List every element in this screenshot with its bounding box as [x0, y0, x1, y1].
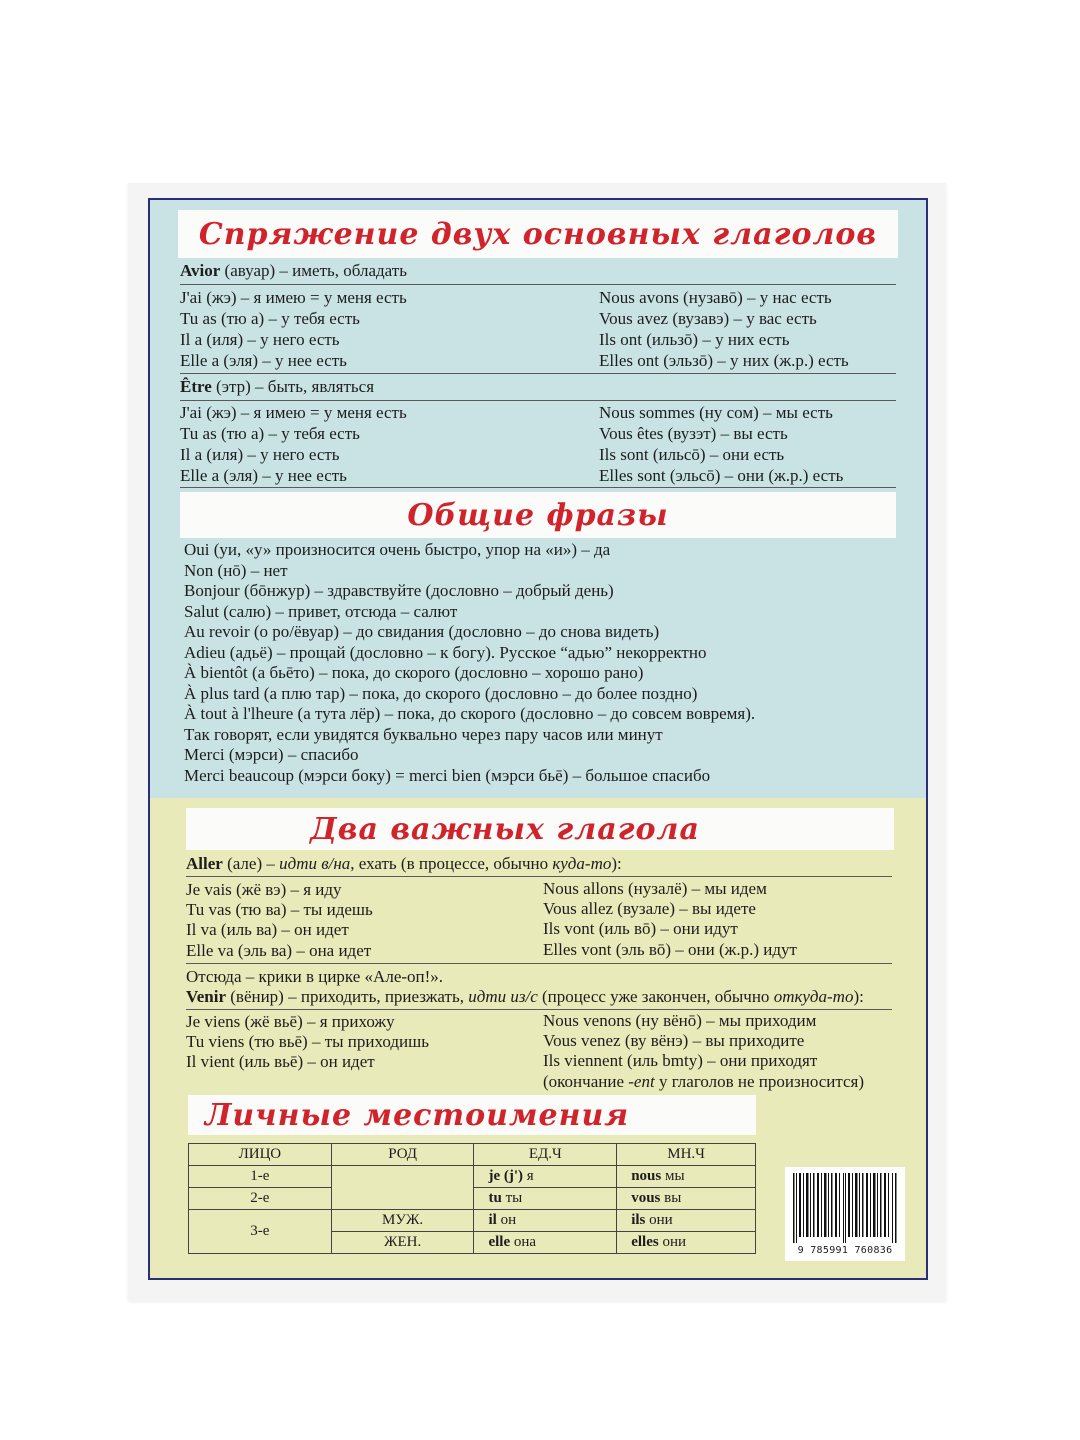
- barcode-digits: 9 785991 760836: [797, 1245, 893, 1256]
- venir-ending-note: (окончание -ent у глаголов не произносится): [543, 1072, 865, 1091]
- etre-right-4: Elles sont (эльсō) – они (ж.р.) есть: [599, 466, 844, 485]
- venir-rule: [186, 1009, 892, 1010]
- phrase-9: À tout à l'lheure (а тута лёр) – пока, до скорого (дословно – до совсем вовремя).: [184, 704, 756, 723]
- header-gender: РОД: [331, 1144, 474, 1166]
- phrase-10: Так говорят, если увидятся буквально через пару часов или минут: [184, 725, 663, 744]
- section2-banner: [180, 492, 896, 538]
- etre-left-1: J'ai (жэ) – я имею = у меня есть: [180, 403, 407, 422]
- phrase-8: À plus tard (а плю тар) – пока, до скорого (дословно – до более поздно): [184, 684, 698, 703]
- person-cell: 3-е: [189, 1210, 332, 1254]
- aller-right-2: Vous allez (вузале) – вы идете: [543, 899, 756, 918]
- gender-cell-empty: [331, 1166, 474, 1210]
- etre-right-3: Ils sont (ильсō) – они есть: [599, 445, 785, 464]
- plural-cell: ils они: [617, 1210, 756, 1232]
- aller-bottom-rule: [186, 963, 892, 964]
- etre-left-3: Il a (иля) – у него есть: [180, 445, 340, 464]
- singular-cell: je (j') я: [474, 1166, 617, 1188]
- singular-cell: il он: [474, 1210, 617, 1232]
- avoir-bottom-rule: [180, 373, 896, 374]
- avoir-right-4: Elles ont (эльзō) – у них (ж.р.) есть: [599, 351, 849, 370]
- phrase-7: À bientôt (а бьēто) – пока, до скорого (дословно – хорошо рано): [184, 663, 644, 682]
- phrase-12: Merci beaucoup (мэрси боку) = merci bien (мэрси бьē) – большое спасибо: [184, 766, 711, 785]
- avoir-left-3: Il a (иля) – у него есть: [180, 330, 340, 349]
- aller-right-3: Ils vont (иль вō) – они идут: [543, 919, 738, 938]
- barcode-bars-icon: [791, 1173, 899, 1243]
- etre-left-2: Tu as (тю а) – у тебя есть: [180, 424, 360, 443]
- singular-cell: tu ты: [474, 1188, 617, 1210]
- avoir-left-1: J'ai (жэ) – я имею = у меня есть: [180, 288, 407, 307]
- phrase-2: Non (нō) – нет: [184, 561, 288, 580]
- singular-cell: elle она: [474, 1232, 617, 1254]
- venir-right-2: Vous venez (ву вёнэ) – вы приходите: [543, 1031, 805, 1050]
- table-header-row: [189, 1144, 756, 1166]
- person-cell: 2-е: [189, 1188, 332, 1210]
- phrase-3: Bonjour (бōнжур) – здравствуйте (дословно – добрый день): [184, 581, 614, 600]
- aller-note: Отсюда – крики в цирке «Але-оп!».: [186, 967, 444, 986]
- etre-bottom-rule: [180, 487, 896, 488]
- etre-right-1: Nous sommes (ну сом) – мы есть: [599, 403, 833, 422]
- etre-rule: [180, 400, 896, 401]
- venir-right-1: Nous venons (ну вёнō) – мы приходим: [543, 1011, 817, 1030]
- venir-right-3: Ils viennent (иль bmty) – они приходят: [543, 1051, 818, 1070]
- avoir-right-2: Vous avez (вузавэ) – у вас есть: [599, 309, 817, 328]
- gender-cell: ЖЕН.: [331, 1232, 474, 1254]
- aller-left-4: Elle va (эль ва) – она идет: [186, 941, 372, 960]
- section4-title: Личные местоимения: [204, 1097, 630, 1133]
- phrase-6: Adieu (адьё) – прощай (дословно – к богу). Русское “адью” некорректно: [184, 643, 707, 662]
- etre-right-2: Vous êtes (вузэт) – вы есть: [599, 424, 788, 443]
- aller-right-1: Nous allons (нузалё) – мы идем: [543, 879, 767, 898]
- person-cell: 1-е: [189, 1166, 332, 1188]
- aller-heading: Aller (але) – идти в/на, ехать (в процессе, обычно куда-то):: [186, 854, 622, 873]
- avoir-right-3: Ils ont (ильзō) – у них есть: [599, 330, 790, 349]
- phrase-11: Merci (мэрси) – спасибо: [184, 745, 359, 764]
- avoir-rule: [180, 284, 896, 285]
- avoir-left-4: Elle a (эля) – у нее есть: [180, 351, 347, 370]
- table-row: [189, 1210, 756, 1232]
- gender-cell: МУЖ.: [331, 1210, 474, 1232]
- section4-banner: [188, 1095, 756, 1135]
- section2-title: Общие фразы: [407, 497, 669, 533]
- venir-heading: Venir (вёнир) – приходить, приезжать, идти из/с (процесс уже закончен, обычно откуда-то):: [186, 987, 864, 1006]
- section1-title: Спряжение двух основных глаголов: [198, 216, 878, 252]
- etre-heading: Être (этр) – быть, являться: [180, 377, 375, 396]
- phrase-1: Oui (уи, «у» произносится очень быстро, упор на «и») – да: [184, 540, 611, 559]
- plural-cell: vous вы: [617, 1188, 756, 1210]
- pronouns-table: [188, 1143, 756, 1254]
- plural-cell: nous мы: [617, 1166, 756, 1188]
- avoir-right-1: Nous avons (нузавō) – у нас есть: [599, 288, 832, 307]
- header-plural: МН.Ч: [617, 1144, 756, 1166]
- header-person: ЛИЦО: [189, 1144, 332, 1166]
- venir-left-3: Il vient (иль вьē) – он идет: [186, 1052, 375, 1071]
- phrase-5: Au revoir (о ро/ёвуар) – до свидания (дословно – до снова видеть): [184, 622, 660, 641]
- aller-right-4: Elles vont (эль вō) – они (ж.р.) идут: [543, 940, 797, 959]
- aller-left-2: Tu vas (тю ва) – ты идешь: [186, 900, 373, 919]
- avoir-heading: Avior (авуар) – иметь, обладать: [180, 261, 407, 280]
- barcode: [785, 1167, 905, 1261]
- aller-rule: [186, 876, 892, 877]
- header-singular: ЕД.Ч: [474, 1144, 617, 1166]
- phrase-4: Salut (салю) – привет, отсюда – салют: [184, 602, 458, 621]
- etre-left-4: Elle a (эля) – у нее есть: [180, 466, 347, 485]
- section3-title: Два важных глагола: [310, 811, 700, 847]
- table-row: [189, 1166, 756, 1188]
- aller-left-1: Je vais (жё вэ) – я иду: [186, 880, 342, 899]
- venir-left-2: Tu viens (тю вьē) – ты приходишь: [186, 1032, 429, 1051]
- aller-left-3: Il va (иль ва) – он идет: [186, 920, 349, 939]
- section3-banner: [186, 808, 894, 850]
- plural-cell: elles они: [617, 1232, 756, 1254]
- section1-banner: [178, 210, 898, 258]
- avoir-left-2: Tu as (тю а) – у тебя есть: [180, 309, 360, 328]
- venir-left-1: Je viens (жё вьē) – я прихожу: [186, 1012, 395, 1031]
